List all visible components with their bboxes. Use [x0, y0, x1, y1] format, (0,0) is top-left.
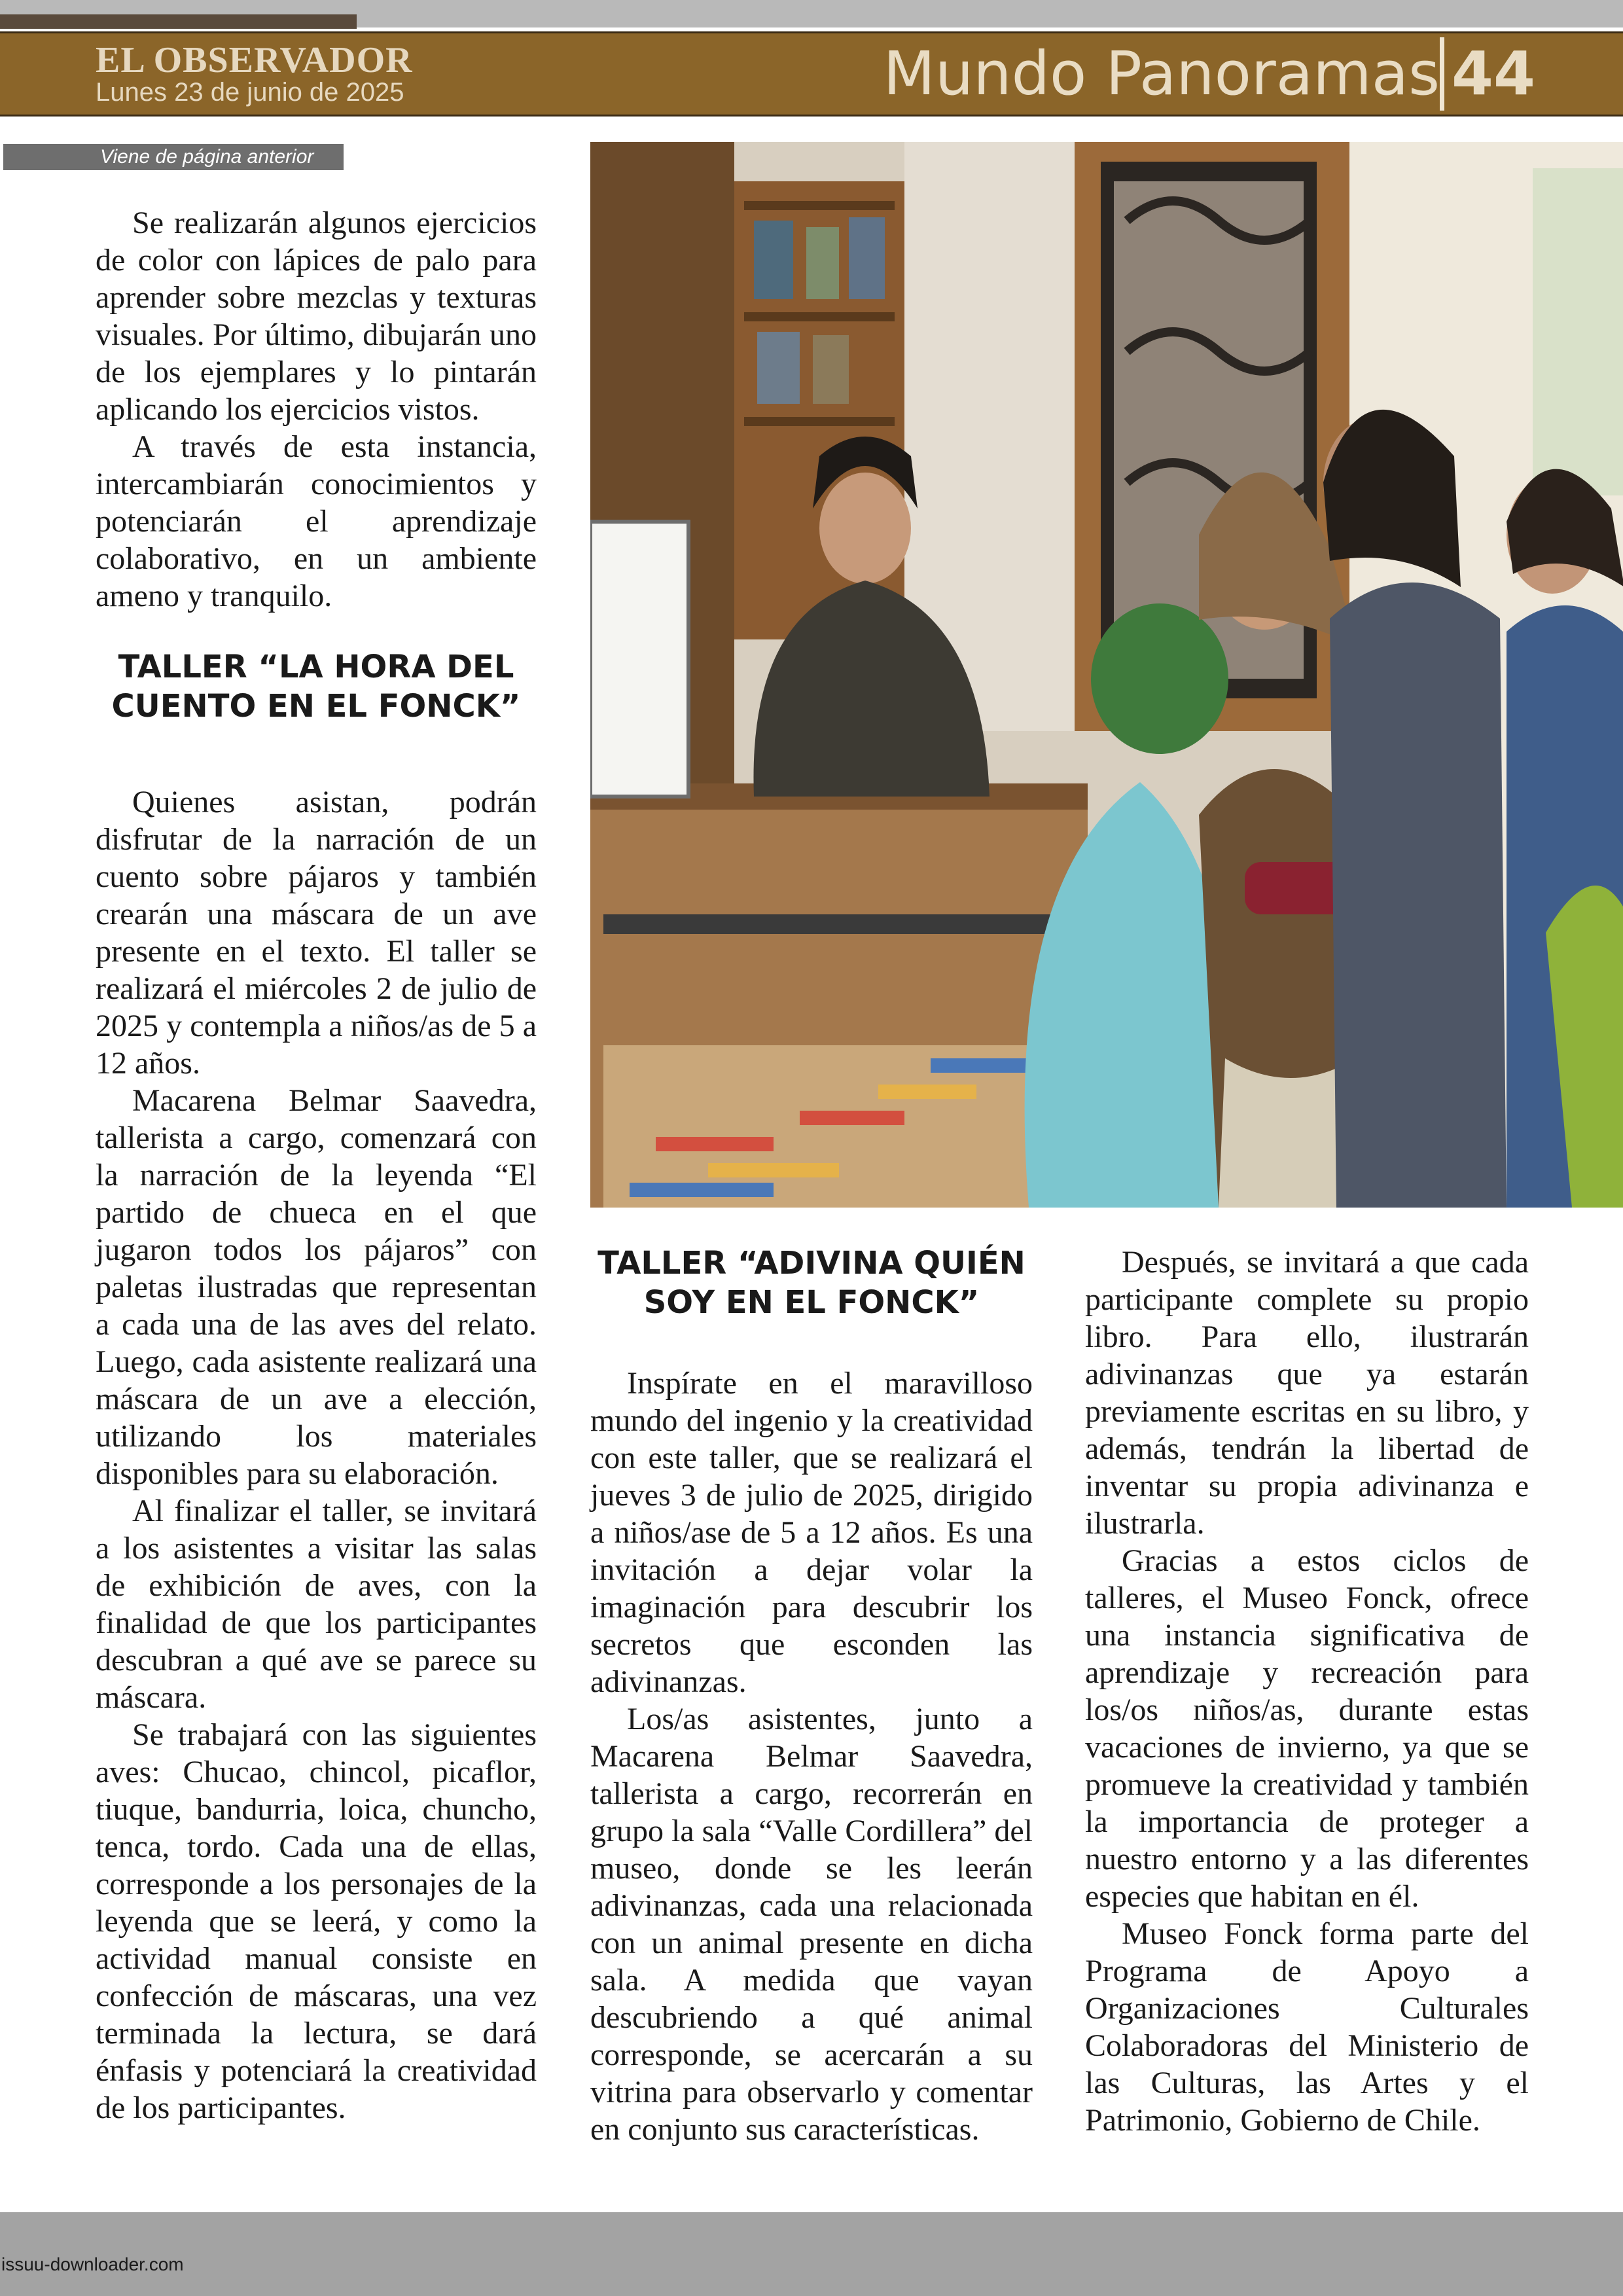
paragraph: A través de esta instancia, intercambiarán conocimientos y potenciarán el aprendizaje colaborativo, en un ambiente ameno y tranquilo.	[96, 429, 537, 613]
article-column-2	[590, 1365, 1033, 2148]
article-column-3	[1085, 1244, 1529, 2139]
paragraph: Quienes asistan, podrán disfrutar de la narración de un cuento sobre pájaros y también crearán una máscara de un ave presente en el texto. El taller se realizará el miércoles 2 de julio de 2025 y contempla a niños/as de 5 a 12 años.	[96, 785, 537, 1081]
issue-date: Lunes 23 de junio de 2025	[96, 78, 404, 107]
source-credit: issuu-downloader.com	[1, 2254, 184, 2274]
page-header	[0, 31, 1623, 117]
paragraph: Gracias a estos ciclos de talleres, el Museo Fonck, ofrece una instancia significativa de aprendizaje y recreación para los/os niños/as, durante estas vacaciones de invierno, ya que se promueve la creatividad y también la importancia de proteger a nuestro entorno y a las diferentes especies que habitan en él.	[1085, 1543, 1529, 1914]
continued-tag: Viene de página anterior	[3, 144, 344, 170]
paragraph: Macarena Belmar Saavedra, tallerista a cargo, comenzará con la narración de la leyenda “El partido de chueca en el que jugaron todos los pájaros” con paletas ilustradas que representan a cada una de las aves del relato. Luego, cada asistente realizará una máscara de un ave a elección, utilizando los materiales disponibles para su elaboración.	[96, 1083, 537, 1491]
subheading-line: SOY EN EL FONCK”	[643, 1284, 980, 1321]
masthead: EL OBSERVADOR	[96, 40, 413, 81]
subheading-adivina-quien	[590, 1244, 1033, 1322]
paragraph: Inspírate en el maravilloso mundo del ingenio y la creatividad con este taller, que se realizará el jueves 3 de julio de 2025, dirigido a niños/ase de 5 a 12 años. Es una invitación a dejar volar la imaginación para descubrir los secretos que esconden las adivinanzas.	[590, 1366, 1033, 1699]
subheading-hora-del-cuento	[96, 647, 537, 726]
photo-illustration	[590, 142, 1623, 1208]
section-title: Mundo Panoramas	[883, 39, 1440, 109]
top-bar-accent	[0, 14, 357, 29]
page-footer	[0, 2212, 1623, 2296]
paragraph: Museo Fonck forma parte del Programa de Apoyo a Organizaciones Culturales Colaboradoras del Ministerio de las Culturas, las Artes y el Patrimonio, Gobierno de Chile.	[1085, 1916, 1529, 2138]
paragraph: Después, se invitará a que cada participante complete su propio libro. Para ello, ilustrarán adivinanzas que ya estarán previamente escritas en su libro, y además, tendrán la libertad de inventar su propia adivinanza e ilustrarla.	[1085, 1245, 1529, 1541]
article-column-1	[96, 204, 537, 2126]
paragraph: Se realizarán algunos ejercicios de color con lápices de palo para aprender sobre mezclas y texturas visuales. Por último, dibujarán uno de los ejemplares y lo pintarán aplicando los ejercicios vistos.	[96, 206, 537, 427]
paragraph: Al finalizar el taller, se invitará a los asistentes a visitar las salas de exhibición de aves, con la finalidad de que los participantes descubran a qué ave se parece su máscara.	[96, 1494, 537, 1715]
header-divider	[1440, 37, 1444, 111]
subheading-line: TALLER “LA HORA DEL	[118, 649, 514, 685]
paragraph: Se trabajará con las siguientes aves: Chucao, chincol, picaflor, tiuque, bandurria, loica, chuncho, tenca, tordo. Cada una de ellas, corresponde a los personajes de la leyenda que se leerá, y como la actividad manual consiste en confección de máscaras, una vez terminada la lectura, se dará énfasis y potenciará la creatividad de los participantes.	[96, 1717, 537, 2125]
subheading-line: TALLER “ADIVINA QUIÉN	[597, 1245, 1026, 1282]
museum-shop-photo	[590, 142, 1623, 1208]
page-number: 44	[1452, 39, 1536, 109]
paragraph: Los/as asistentes, junto a Macarena Belmar Saavedra, tallerista a cargo, recorrerán en grupo la sala “Valle Cordillera” del museo, donde se les leerán adivinanzas, cada una relacionada con un animal presente en dicha sala. A medida que vayan descubriendo a qué animal corresponde, se acercarán a su vitrina para observarlo y comentar en conjunto sus características.	[590, 1702, 1033, 2147]
subheading-line: CUENTO EN EL FONCK”	[111, 688, 521, 725]
